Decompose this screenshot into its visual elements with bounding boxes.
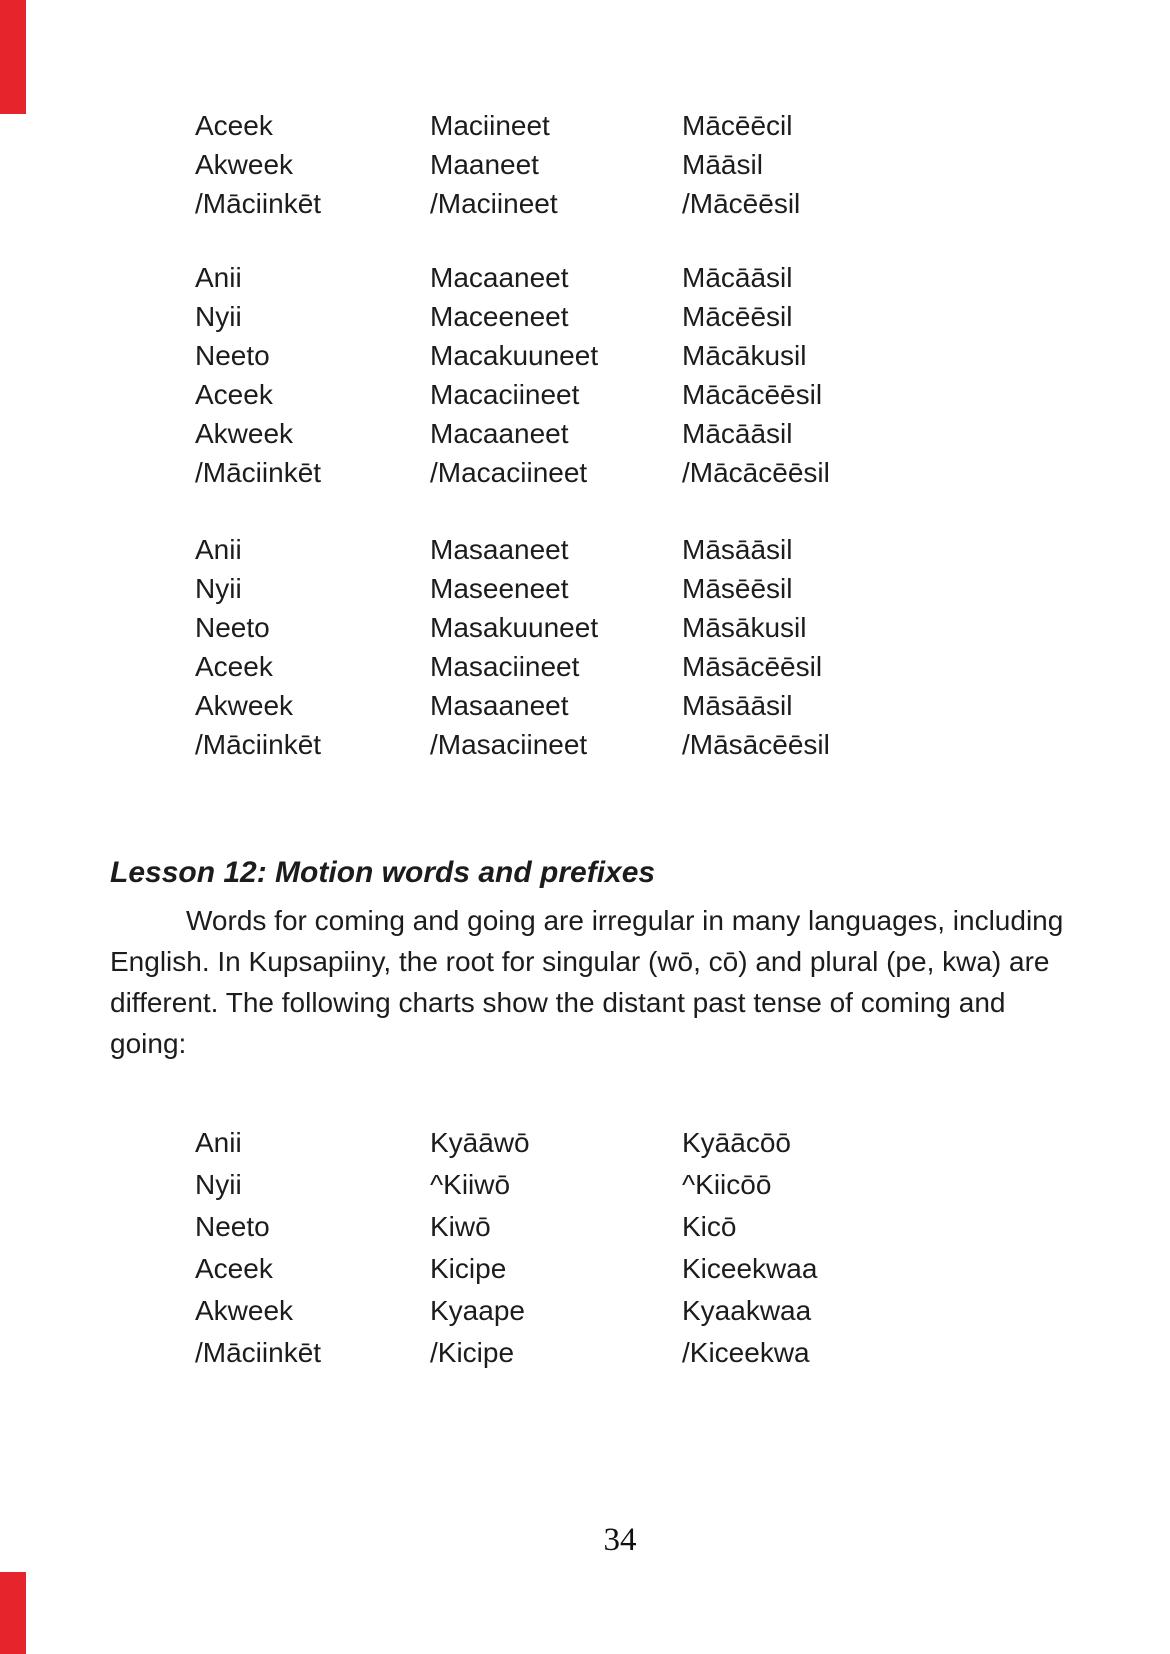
table-cell: Anii [195, 534, 242, 565]
table-cell: /Māciinkēt [195, 457, 322, 488]
table-cell: /Kicipe [430, 1337, 515, 1368]
table-row [195, 414, 830, 453]
table-cell: Mācāāsil [682, 262, 793, 293]
table-cell: Māsēēsil [682, 573, 793, 604]
table-cell: Kyaape [430, 1295, 525, 1326]
table-cell: /Mācācēēsil [682, 457, 830, 488]
table-cell: Kyāāwō [430, 1127, 530, 1158]
conjugation-table-1 [195, 106, 800, 223]
table-cell: Mācēēsil [682, 301, 793, 332]
table-row [195, 375, 830, 414]
table-cell: Māsāāsil [682, 534, 793, 565]
table-cell: Akweek [195, 149, 294, 180]
table-row [195, 258, 830, 297]
table-cell: /Maciineet [430, 188, 558, 219]
table-row [195, 184, 800, 223]
table-cell: Masaciineet [430, 651, 580, 682]
table-cell: Kicō [682, 1211, 737, 1242]
table-row [195, 569, 830, 608]
table-cell: /Māciinkēt [195, 1337, 322, 1368]
lesson-heading: Lesson 12: Motion words and prefixes [110, 856, 656, 889]
table-cell: Aceek [195, 1253, 273, 1284]
table-cell: /Māciinkēt [195, 188, 322, 219]
table-cell: Nyii [195, 301, 242, 332]
table-row [195, 145, 800, 184]
table-cell: Masaaneet [430, 534, 569, 565]
table-cell: Māsākusil [682, 612, 807, 643]
table-row [195, 1290, 817, 1332]
table-row [195, 647, 830, 686]
table-cell: Macaaneet [430, 418, 569, 449]
conjugation-table-2 [195, 258, 830, 492]
table-row [195, 1122, 817, 1164]
table-cell: Māsāāsil [682, 690, 793, 721]
table-row [195, 297, 830, 336]
table-cell: Akweek [195, 418, 294, 449]
table-cell: Kiwō [430, 1211, 491, 1242]
table-cell: Aceek [195, 651, 273, 682]
table-cell: Aceek [195, 379, 273, 410]
table-cell: Anii [195, 1127, 242, 1158]
table-row [195, 530, 830, 569]
table-cell: Neeto [195, 612, 270, 643]
table-cell: Macaaneet [430, 262, 569, 293]
table-cell: Kyāācōō [682, 1127, 791, 1158]
table-cell: Kyaakwaa [682, 1295, 812, 1326]
table-cell: Mācāāsil [682, 418, 793, 449]
table-cell: Neeto [195, 1211, 270, 1242]
scan-artifact-bottom-left [0, 1572, 26, 1654]
table-cell: Akweek [195, 1295, 294, 1326]
table-row [195, 1164, 817, 1206]
table-cell: /Masaciineet [430, 729, 588, 760]
table-cell: Mācācēēsil [682, 379, 823, 410]
table-cell: /Macaciineet [430, 457, 588, 488]
table-row [195, 725, 830, 764]
table-cell: Māāsil [682, 149, 763, 180]
table-cell: /Mācēēsil [682, 188, 801, 219]
motion-words-table [195, 1122, 817, 1374]
table-cell: Macakuuneet [430, 340, 599, 371]
table-row [195, 1332, 817, 1374]
table-cell: Masaaneet [430, 690, 569, 721]
page-number: 34 [603, 1522, 637, 1558]
table-cell: Maseeneet [430, 573, 569, 604]
lesson-paragraph: Words for coming and going are irregular in many languages, including English. In Kupsapiiny, the root for singular (wō, cō) and plural (pe, kwa) are different. The following charts show the distant past tense of coming and going: [110, 905, 1064, 1059]
table-cell: Akweek [195, 690, 294, 721]
table-cell: Mācākusil [682, 340, 807, 371]
table-cell: /Māsācēēsil [682, 729, 830, 760]
table-cell: Aceek [195, 110, 273, 141]
table-cell: Maaneet [430, 149, 539, 180]
table-cell: ^Kiiwō [430, 1169, 511, 1200]
table-cell: /Kiceekwa [682, 1337, 810, 1368]
table-cell: Maceeneet [430, 301, 569, 332]
table-cell: Anii [195, 262, 242, 293]
table-cell: Nyii [195, 1169, 242, 1200]
table-row [195, 1248, 817, 1290]
table-row [195, 336, 830, 375]
table-cell: Macaciineet [430, 379, 580, 410]
table-cell: Neeto [195, 340, 270, 371]
table-row [195, 686, 830, 725]
table-cell: Kicipe [430, 1253, 507, 1284]
conjugation-table-3 [195, 530, 830, 764]
scan-artifact-top-left [0, 0, 26, 114]
table-cell: Mācēēcil [682, 110, 793, 141]
table-row [195, 453, 830, 492]
table-cell: Masakuuneet [430, 612, 599, 643]
table-cell: Kiceekwaa [682, 1253, 818, 1284]
table-cell: Nyii [195, 573, 242, 604]
table-row [195, 608, 830, 647]
table-row [195, 1206, 817, 1248]
table-cell: Maciineet [430, 110, 550, 141]
table-cell: Māsācēēsil [682, 651, 823, 682]
table-cell: ^Kiicōō [682, 1169, 772, 1200]
table-cell: /Māciinkēt [195, 729, 322, 760]
table-row [195, 106, 800, 145]
